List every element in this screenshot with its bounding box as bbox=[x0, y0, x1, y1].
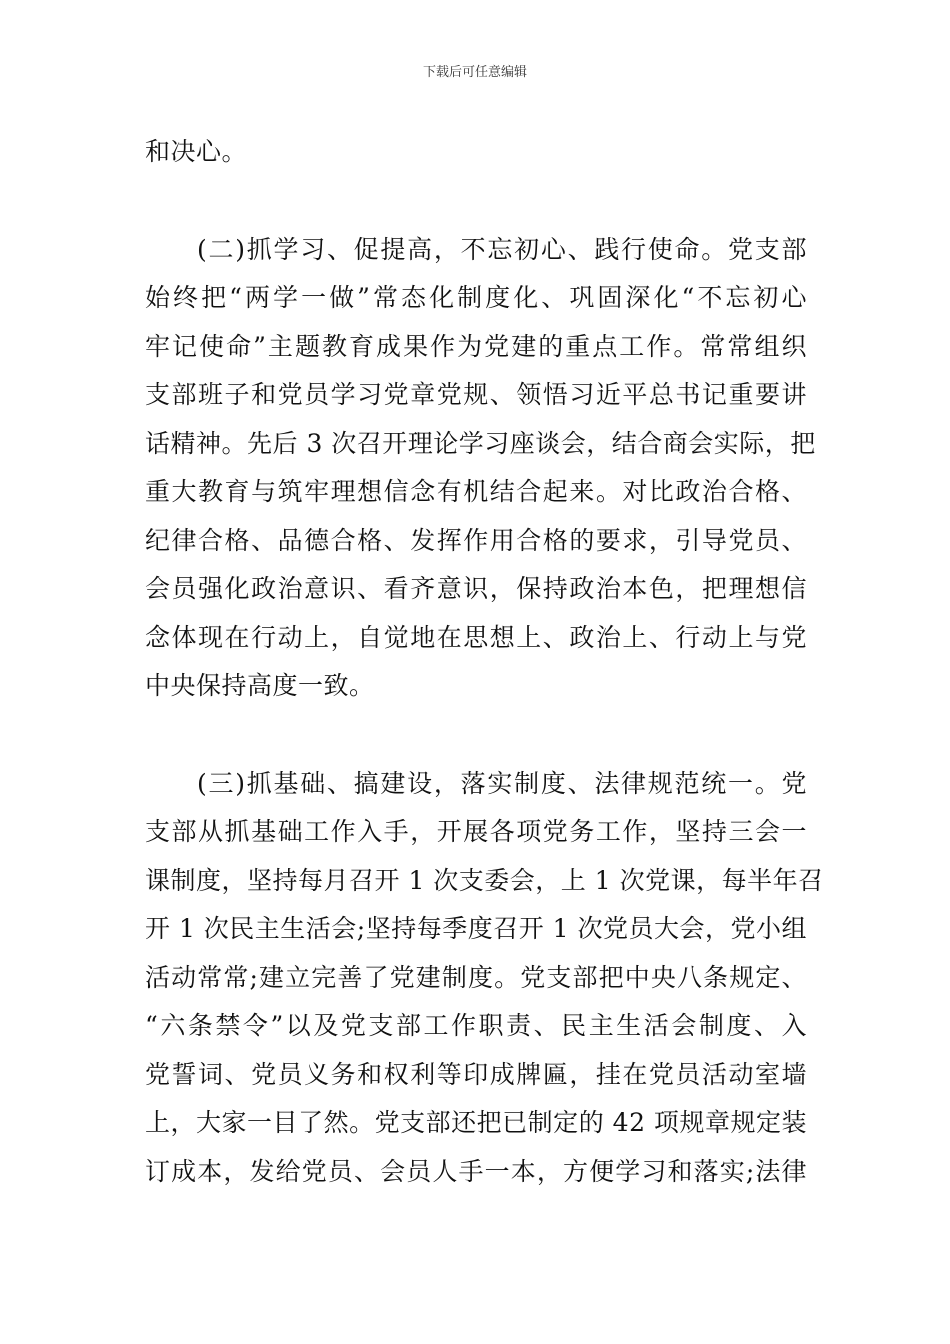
text-line: 话精神。先后 3 次召开理论学习座谈会，结合商会实际，把 bbox=[145, 428, 816, 458]
paragraph-gap bbox=[145, 177, 807, 226]
text-line: 活动常常;建立完善了党建制度。党支部把中央八条规定、 bbox=[145, 962, 807, 992]
paragraph-2 bbox=[145, 226, 816, 711]
text-line: 牢记使命”主题教育成果作为党建的重点工作。常常组织 bbox=[145, 331, 807, 361]
text-line: 上，大家一目了然。党支部还把已制定的 42 项规章规定装 bbox=[145, 1108, 807, 1137]
text-line: 开 1 次民主生活会;坚持每季度召开 1 次党员大会，党小组 bbox=[145, 914, 808, 943]
document-body bbox=[145, 128, 824, 1196]
text-line: 念体现在行动上，自觉地在思想上、政治上、行动上与党 bbox=[145, 622, 807, 652]
paragraph-gap bbox=[145, 711, 807, 760]
text-line: 订成本，发给党员、会员人手一本，方便学习和落实;法律 bbox=[145, 1156, 807, 1186]
text-line: (二)抓学习、促提高，不忘初心、践行使命。党支部 bbox=[197, 234, 807, 264]
text-line: (三)抓基础、搞建设，落实制度、法律规范统一。党 bbox=[197, 768, 807, 798]
paragraph-3 bbox=[145, 760, 824, 1197]
text-line: 重大教育与筑牢理想信念有机结合起来。对比政治合格、 bbox=[145, 477, 807, 506]
text-line: “六条禁令”以及党支部工作职责、民主生活会制度、入 bbox=[145, 1011, 807, 1040]
text-line: 纪律合格、品德合格、发挥作用合格的要求，引导党员、 bbox=[145, 525, 807, 555]
text-line: 和决心。 bbox=[145, 137, 248, 166]
text-line: 课制度，坚持每月召开 1 次支委会，上 1 次党课，每半年召 bbox=[145, 865, 824, 895]
text-line: 支部班子和党员学习党章党规、领悟习近平总书记重要讲 bbox=[145, 380, 807, 409]
paragraph-1 bbox=[145, 128, 807, 177]
text-line: 支部从抓基础工作入手，开展各项党务工作，坚持三会一 bbox=[145, 817, 807, 846]
text-line: 始终把“两学一做”常态化制度化、巩固深化“不忘初心 bbox=[145, 283, 807, 312]
text-line: 会员强化政治意识、看齐意识，保持政治本色，把理想信 bbox=[145, 574, 807, 603]
text-line: 党誓词、党员义务和权利等印成牌匾，挂在党员活动室墙 bbox=[145, 1059, 807, 1089]
page-header: 下载后可任意编辑 bbox=[422, 65, 527, 80]
text-line: 中央保持高度一致。 bbox=[145, 671, 375, 700]
